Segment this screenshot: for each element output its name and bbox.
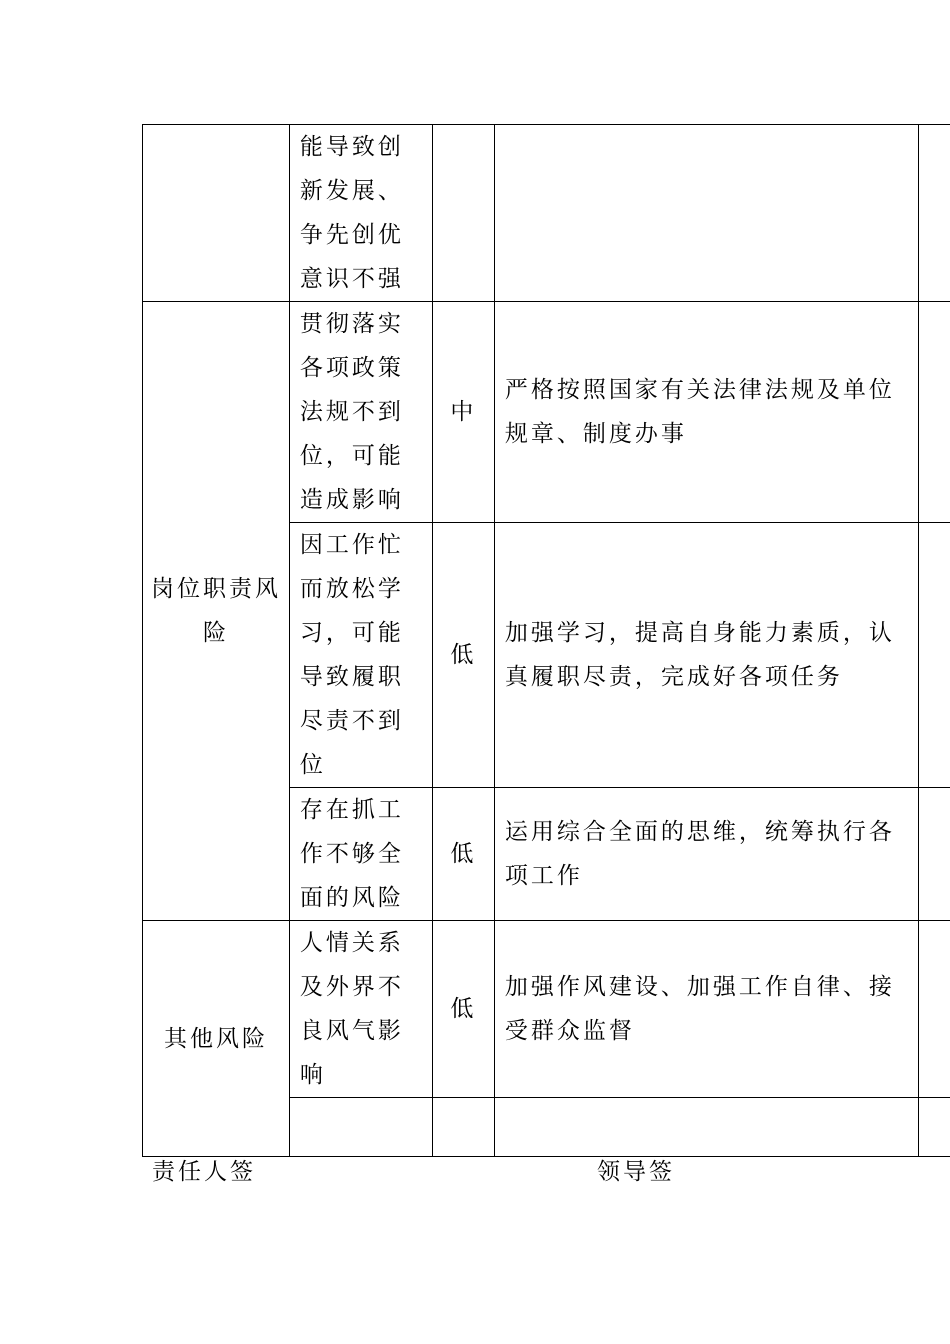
risk-description-cell: 能导致创 新发展、 争先创优 意识不强: [289, 125, 432, 302]
extra-column-cell: [918, 1098, 950, 1157]
prevention-measure-cell: [494, 125, 918, 302]
extra-column-cell: [918, 921, 950, 1098]
category-cell: [143, 125, 290, 302]
prevention-measure-cell: 加强学习，提高自身能力素质，认真履职尽责，完成好各项任务: [494, 523, 918, 788]
prevention-measure-cell: 严格按照国家有关法律法规及单位规章、制度办事: [494, 302, 918, 523]
risk-category-cell: [143, 302, 290, 921]
prevention-measure-cell: 加强作风建设、加强工作自律、接受群众监督: [494, 921, 918, 1098]
risk-level-cell: 低: [432, 921, 494, 1098]
risk-level-cell: 低: [432, 523, 494, 788]
risk-level-cell: 低: [432, 788, 494, 921]
risk-table: [142, 124, 950, 1157]
extra-column-cell: [918, 302, 950, 523]
risk-level-cell: [432, 1098, 494, 1157]
risk-description-cell: [289, 1098, 432, 1157]
risk-level-cell: 中: [432, 302, 494, 523]
responsible-person-signature-label: 责任人签: [152, 1159, 256, 1185]
risk-description-cell: 因工作忙 而放松学 习，可能 导致履职 尽责不到 位: [289, 523, 432, 788]
table-row: [143, 125, 950, 302]
table-row: [143, 921, 950, 1098]
risk-category-label: 其他风险: [163, 1025, 268, 1052]
risk-level-cell: [432, 125, 494, 302]
risk-category-label: 岗位职责风险: [150, 576, 281, 646]
prevention-measure-cell: 运用综合全面的思维，统筹执行各项工作: [494, 788, 918, 921]
prevention-measure-cell: [494, 1098, 918, 1157]
risk-description-cell: 人情关系 及外界不 良风气影 响: [289, 921, 432, 1098]
risk-description-cell: 贯彻落实 各项政策 法规不到 位，可能 造成影响: [289, 302, 432, 523]
leader-signature-label: 领导签: [597, 1159, 675, 1185]
risk-description-cell: 存在抓工 作不够全 面的风险: [289, 788, 432, 921]
risk-category-cell: [143, 921, 290, 1157]
extra-column-cell: [918, 523, 950, 788]
extra-column-cell: [918, 788, 950, 921]
extra-column-cell: [918, 125, 950, 302]
table-row: [143, 302, 950, 523]
